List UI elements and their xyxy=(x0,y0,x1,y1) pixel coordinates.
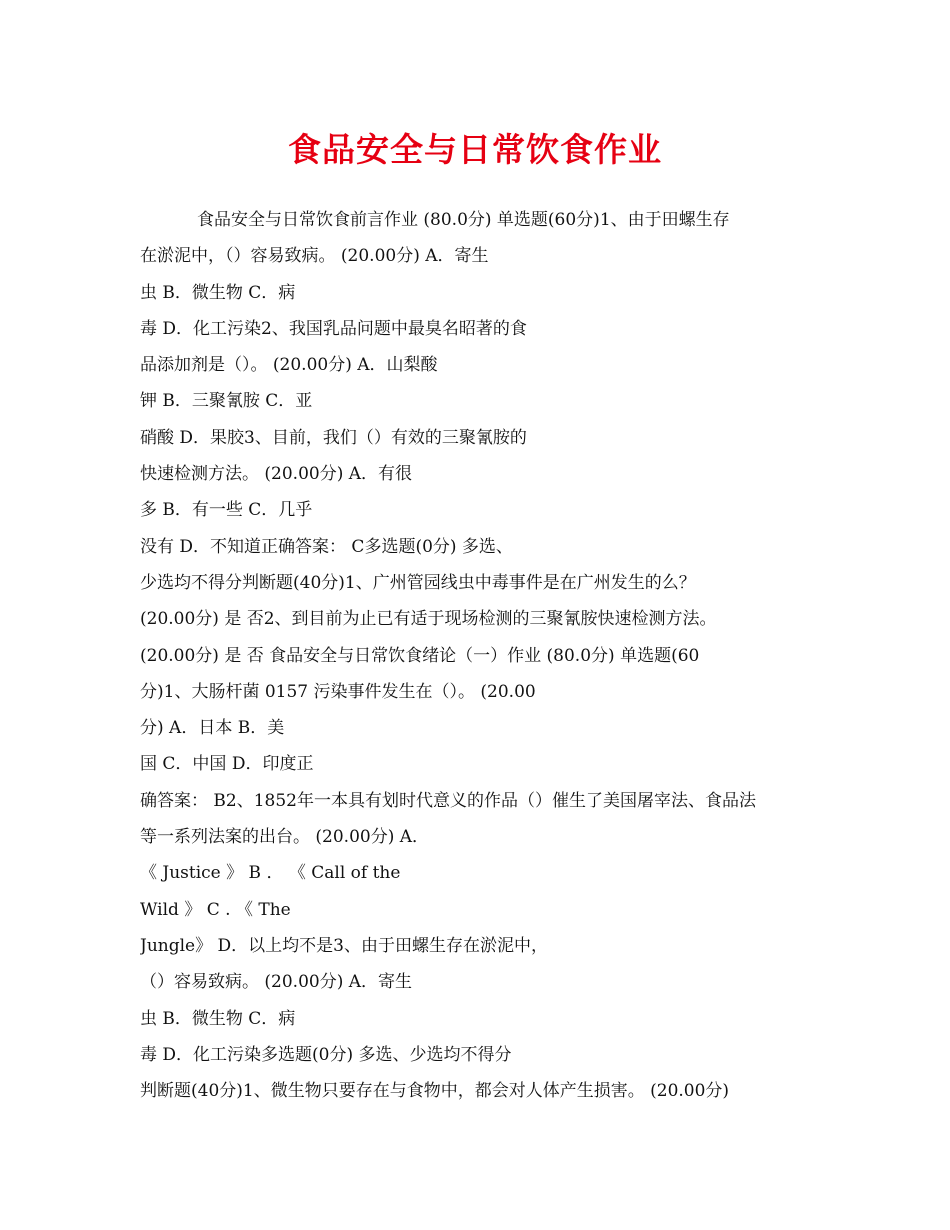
document-body xyxy=(140,202,812,1109)
body-line: 钾 B．三聚氰胺 C．亚 xyxy=(140,391,313,412)
body-line: 没有 D．不知道正确答案： C多选题(0分) 多选、 xyxy=(140,536,513,557)
body-line: 品添加剂是（）。 (20.00分) A．山梨酸 xyxy=(140,355,438,376)
body-line: 国 C．中国 D．印度正 xyxy=(140,754,314,775)
body-line: 食品安全与日常饮食前言作业 (80.0分) 单选题(60分)1、由于田螺生存 xyxy=(197,210,730,230)
body-line: 多 B．有一些 C．几乎 xyxy=(140,500,313,521)
body-line: 判断题(40分)1、微生物只要存在与食物中，都会对人体产生损害。 (20.00分) xyxy=(140,1081,730,1102)
body-line: 少选均不得分判断题(40分)1、广州管园线虫中毒事件是在广州发生的么？ xyxy=(140,572,696,593)
body-line: （）容易致病。 (20.00分) A．寄生 xyxy=(140,972,413,993)
body-line: Jungle》 D．以上均不是3、由于田螺生存在淤泥中， xyxy=(140,935,548,956)
body-line: 虫 B．微生物 C．病 xyxy=(140,1008,296,1029)
body-line: 分)1、大肠杆菌 0157 污染事件发生在（）。 (20.00 xyxy=(140,681,536,702)
body-line: 虫 B．微生物 C．病 xyxy=(140,282,296,303)
body-line: Wild 》 C . 《 The xyxy=(140,899,291,920)
body-line: 确答案： B2、1852年一本具有划时代意义的作品（）催生了美国屠宰法、食品法 xyxy=(140,790,756,811)
body-line: 硝酸 D．果胶3、目前，我们（）有效的三聚氰胺的 xyxy=(140,427,527,448)
body-line: (20.00分) 是 否2、到目前为止已有适于现场检测的三聚氰胺快速检测方法。 xyxy=(140,609,717,630)
body-line: 等一系列法案的出台。 (20.00分) A． xyxy=(140,827,430,848)
body-line: 在淤泥中，（）容易致病。 (20.00分) A．寄生 xyxy=(140,246,489,267)
body-line: 《 Justice 》 B ． 《 Call of the xyxy=(140,863,401,884)
body-line: (20.00分) 是 否 食品安全与日常饮食绪论（一）作业 (80.0分) 单选题(60 xyxy=(140,645,700,666)
document-title: 食品安全与日常饮食作业 xyxy=(288,130,662,169)
body-line: 毒 D．化工污染多选题(0分) 多选、少选均不得分 xyxy=(140,1044,512,1065)
body-line: 分) A．日本 B．美 xyxy=(140,718,285,739)
body-line: 毒 D．化工污染2、我国乳品问题中最臭名昭著的食 xyxy=(140,318,527,339)
body-line: 快速检测方法。 (20.00分) A．有很 xyxy=(140,464,413,485)
